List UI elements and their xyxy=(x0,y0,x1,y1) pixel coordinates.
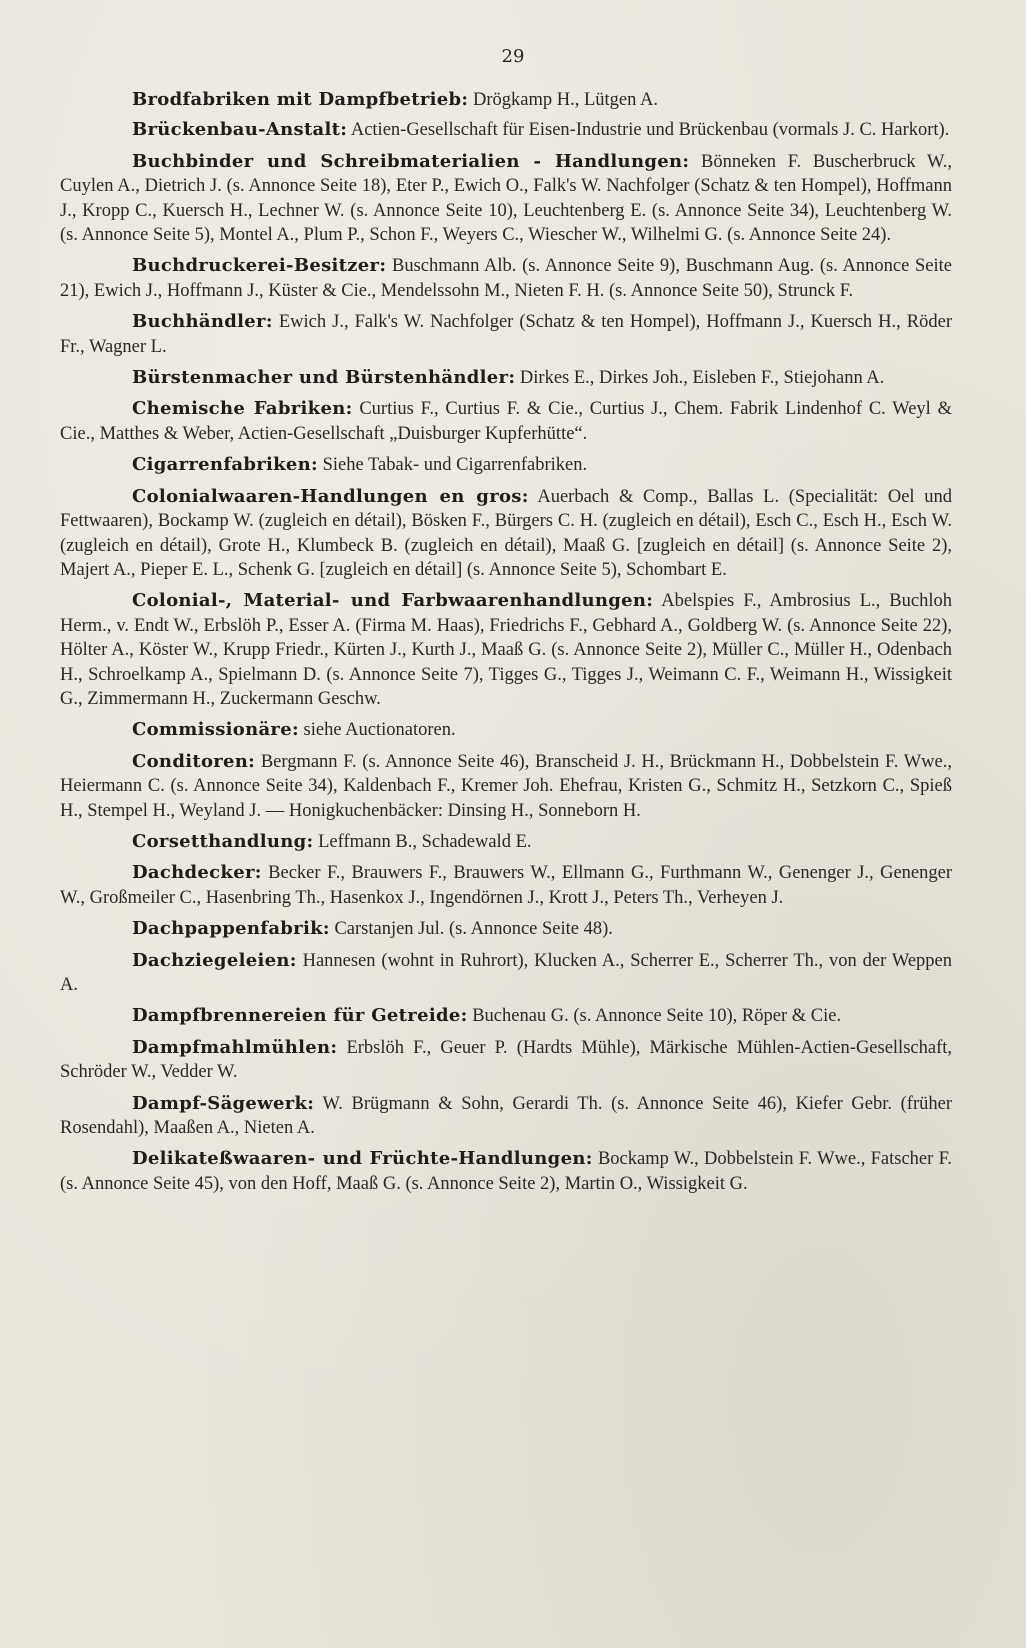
entry-heading: Colonialwaaren-Handlungen en gros: xyxy=(132,485,529,507)
entry-corsetthandlung xyxy=(60,830,952,854)
entry-dachdecker xyxy=(60,861,952,910)
entry-text: Dirkes E., Dirkes Joh., Eisleben F., Stiejohann A. xyxy=(519,368,885,389)
entry-text: Bockamp W., Dobbelstein F. Wwe., Fatscher F. (s. Annonce Seite 45), von den Hoff, Maaß G. (s. Annonce Seite 2), Martin O., Wissigkeit G. xyxy=(60,1149,953,1194)
entry-text: W. Brügmann & Sohn, Gerardi Th. (s. Annonce Seite 46), Kiefer Gebr. (früher Rosendahl), Maaßen A., Nieten A. xyxy=(60,1093,952,1139)
entry-brueckenbau xyxy=(60,118,952,142)
entry-colonialwaaren-en-gros xyxy=(60,485,952,583)
entry-heading: Brückenbau-Anstalt: xyxy=(132,119,348,141)
entry-heading: Cigarrenfabriken: xyxy=(132,454,318,476)
entry-text: Siehe Tabak- und Cigarrenfabriken. xyxy=(322,455,588,476)
page-number: 29 xyxy=(501,46,525,67)
entry-text: Carstanjen Jul. (s. Annonce Seite 48). xyxy=(334,919,613,940)
entry-text: Auerbach & Comp., Ballas L. (Specialität: Oel und Fettwaaren), Bockamp W. (zugleich en détail), Bösken F., Bürgers C. H. (zugleich en détail), Esch C., Esch H., Esch W. (zugleich en détail), Grote H., Klumbeck B. (zugleich en détail), Maaß G. [zugleich en détail] (s. Annonce Seite 2), Majert A., Pieper E. L., Schenk G. [zugleich en détail] (s. Annonce Seite 5), Schombart E. xyxy=(60,486,953,580)
entry-buchbinder xyxy=(60,150,952,248)
entry-conditoren xyxy=(60,750,952,823)
entry-brodfabriken xyxy=(60,88,952,112)
entry-text: Hannesen (wohnt in Ruhrort), Klucken A., Scherrer E., Scherrer Th., von der Weppen A. xyxy=(60,950,953,995)
entry-text: Bergmann F. (s. Annonce Seite 46), Branscheid J. H., Brückmann H., Dobbelstein F. Wwe., Heiermann C. (s. Annonce Seite 34), Kaldenbach F., Kremer Joh. Ehefrau, Kristen G., Schmitz H., Setzkorn C., Spieß H., Stempel H., Weyland J. — Honigkuchenbäcker: Dinsing H., Sonneborn H. xyxy=(60,751,953,821)
entry-text: Bönneken F. Buscherbruck W., Cuylen A., Dietrich J. (s. Annonce Seite 18), Eter P., Ewich O., Falk's W. Nachfolger (Schatz & ten Hompel), Hoffmann J., Kropp C., Kuersch H., Lechner W. (s. Annonce Seite 10), Leuchtenberg E. (s. Annonce Seite 34), Leuchtenberg W. (s. Annonce Seite 5), Montel A., Plum P., Schon F., Weyers C., Wiescher W., Wilhelmi G. (s. Annonce Seite 24). xyxy=(60,151,953,246)
entry-text: Becker F., Brauwers F., Brauwers W., Ellmann G., Furthmann W., Genenger J., Genenger W., Großmeiler C., Hasenbring Th., Hasenkox J., Ingendörnen J., Krott J., Peters Th., Verheyen J. xyxy=(60,863,953,908)
entry-text: Drögkamp H., Lütgen A. xyxy=(472,90,658,110)
entry-heading: Chemische Fabriken: xyxy=(132,398,353,420)
entry-chemische-fabriken xyxy=(60,397,952,446)
entry-heading: Colonial-, Material- und Farbwaarenhandlungen: xyxy=(132,590,654,612)
entry-text: Erbslöh F., Geuer P. (Hardts Mühle), Märkische Mühlen-Actien-Gesellschaft, Schröder W., Vedder W. xyxy=(60,1037,952,1083)
entry-heading: Brodfabriken mit Dampfbetrieb: xyxy=(132,89,469,110)
entry-delikatesswaaren xyxy=(60,1147,952,1196)
entry-text: Buschmann Alb. (s. Annonce Seite 9), Buschmann Aug. (s. Annonce Seite 21), Ewich J., Hoffmann J., Küster & Cie., Mendelssohn M., Nieten F. H. (s. Annonce Seite 50), Strunck F. xyxy=(60,256,952,301)
entry-text: Curtius F., Curtius F. & Cie., Curtius J., Chem. Fabrik Lindenhof C. Weyl & Cie., Matthes & Weber, Actien-Gesellschaft „Duisburger Kupferhütte“. xyxy=(60,399,952,444)
entry-commissionaere xyxy=(60,718,952,742)
entry-heading: Conditoren: xyxy=(132,750,256,772)
entry-heading: Buchhändler: xyxy=(132,311,273,333)
entry-buerstenmacher xyxy=(60,366,952,390)
entry-heading: Buchbinder und Schreibmaterialien - Handlungen: xyxy=(132,150,690,172)
entry-cigarrenfabriken xyxy=(60,453,952,477)
entry-heading: Dampfbrennereien für Getreide: xyxy=(132,1005,468,1027)
entry-text: Abelspies F., Ambrosius L., Buchloh Herm., v. Endt W., Erbslöh P., Esser A. (Firma M. Haas), Friedrichs F., Gebhard A., Goldberg W. (s. Annonce Seite 22), Hölter A., Köster W., Krupp Friedr., Kürten J., Kurth J., Maaß G. (s. Annonce Seite 2), Müller C., Müller H., Odenbach H., Schroelkamp A., Spielmann D. (s. Annonce Seite 7), Tigges G., Tigges J., Weimann C. F., Weimann H., Wissigkeit G., Zimmermann H., Zuckermann Geschw. xyxy=(60,591,952,709)
entry-heading: Commissionäre: xyxy=(132,719,299,741)
entry-dachziegeleien xyxy=(60,949,952,998)
entry-dampfmahlmuehlen xyxy=(60,1036,952,1085)
entry-colonial-material-farbwaaren xyxy=(60,589,952,711)
entry-dampfbrennereien xyxy=(60,1004,952,1028)
entry-buchdruckerei xyxy=(60,254,952,303)
entry-text: Ewich J., Falk's W. Nachfolger (Schatz & ten Hompel), Hoffmann J., Kuersch H., Röder Fr., Wagner L. xyxy=(60,312,953,357)
entry-heading: Corsetthandlung: xyxy=(132,830,314,852)
entry-heading: Dampfmahlmühlen: xyxy=(132,1036,338,1058)
entry-text: Actien-Gesellschaft für Eisen-Industrie und Brückenbau (vormals J. C. Harkort). xyxy=(350,120,950,141)
entry-heading: Bürstenmacher und Bürstenhändler: xyxy=(132,367,516,389)
entry-heading: Dachdecker: xyxy=(132,862,262,884)
entry-heading: Dachziegeleien: xyxy=(132,949,297,971)
entry-heading: Delikateßwaaren- und Früchte-Handlungen: xyxy=(132,1148,593,1170)
directory-listing xyxy=(60,88,952,1203)
entry-heading: Buchdruckerei-Besitzer: xyxy=(132,255,387,277)
entry-dampf-saegewerk xyxy=(60,1092,952,1141)
entry-dachpappenfabrik xyxy=(60,917,952,941)
entry-text: Leffmann B., Schadewald E. xyxy=(318,831,532,852)
entry-heading: Dampf-Sägewerk: xyxy=(132,1092,315,1114)
entry-text: Buchenau G. (s. Annonce Seite 10), Röper & Cie. xyxy=(472,1006,842,1027)
entry-text: siehe Auctionatoren. xyxy=(303,720,456,741)
entry-buchhaendler xyxy=(60,310,952,359)
entry-heading: Dachpappenfabrik: xyxy=(132,918,330,940)
